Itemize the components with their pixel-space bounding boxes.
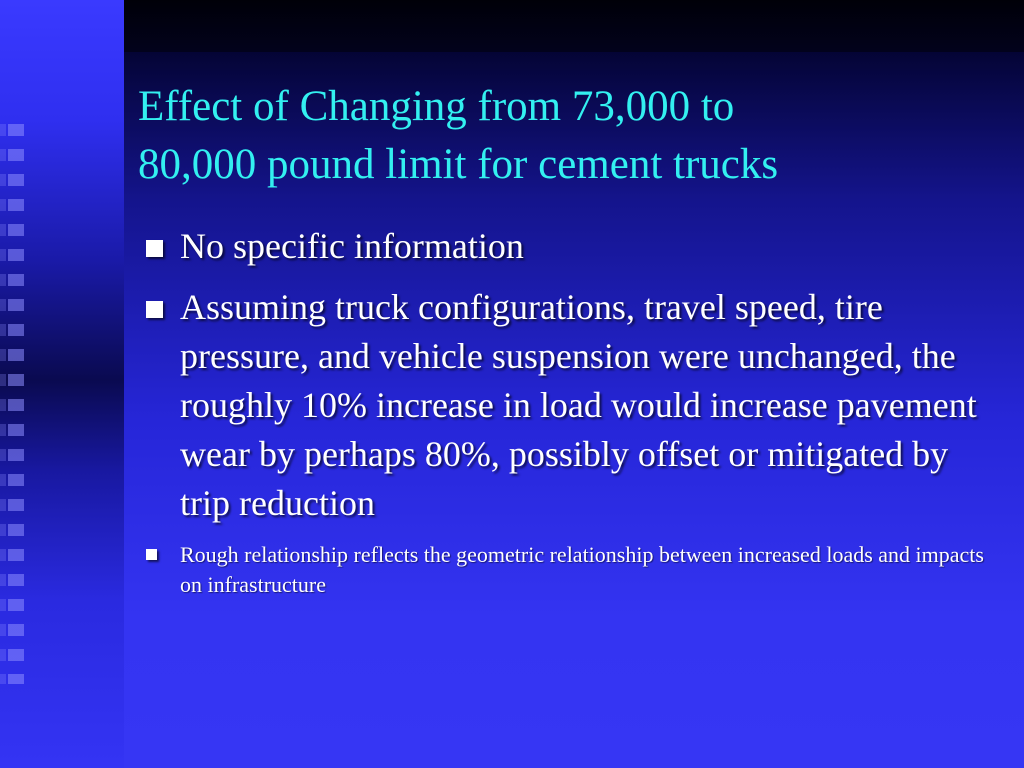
square-bullet-icon <box>146 240 163 257</box>
bullet-list <box>144 222 994 600</box>
slide-title <box>138 78 998 194</box>
slide-title-line-1: Effect of Changing from 73,000 to <box>138 83 735 130</box>
bullet-item-no-specific-info <box>144 222 994 271</box>
bullet-text: No specific information <box>180 226 524 266</box>
slide-title-line-2: 80,000 pound limit for cement trucks <box>138 141 779 188</box>
left-decorative-band <box>0 0 124 768</box>
bullet-text: Rough relationship reflects the geometric relationship between increased loads and impacts on infrastructure <box>180 542 984 597</box>
square-bullet-icon <box>146 549 157 560</box>
square-bullet-icon <box>146 301 163 318</box>
decorative-squares-edge <box>0 124 6 684</box>
bullet-item-assumptions <box>144 283 994 528</box>
bullet-text: Assuming truck configurations, travel speed, tire pressure, and vehicle suspension were unchanged, the roughly 10% increase in load would increase pavement wear by perhaps 80%, possibly offset or mitigated by trip reduction <box>180 287 977 523</box>
decorative-squares <box>8 124 24 684</box>
bullet-item-rough-relationship <box>144 540 994 600</box>
top-decorative-band <box>124 0 1024 52</box>
